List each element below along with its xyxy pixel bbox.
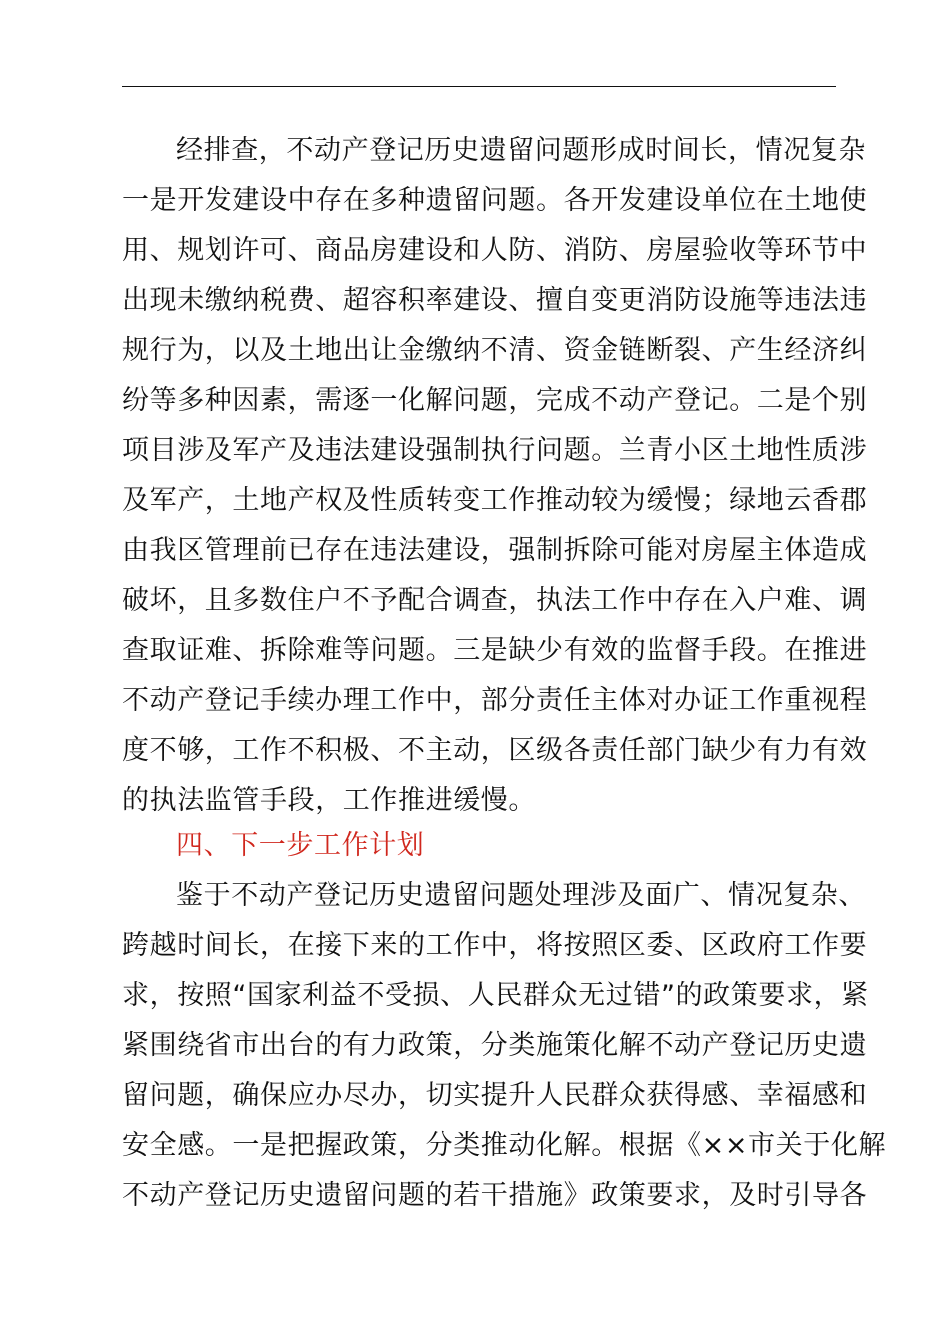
paragraph-1-line: 经排查，不动产登记历史遗留问题形成时间长，情况复杂 xyxy=(176,135,866,166)
paragraph-1-line: 项目涉及军产及违法建设强制执行问题。兰青小区土地性质涉 xyxy=(122,435,868,466)
paragraph-2-line: 不动产登记历史遗留问题的若干措施》政策要求，及时引导各 xyxy=(122,1180,868,1211)
paragraph-2-line: 紧围绕省市出台的有力政策，分类施策化解不动产登记历史遗 xyxy=(122,1030,868,1061)
paragraph-1-line: 度不够，工作不积极、不主动，区级各责任部门缺少有力有效 xyxy=(122,735,868,766)
paragraph-2-line: 跨越时间长，在接下来的工作中，将按照区委、区政府工作要 xyxy=(122,930,868,961)
paragraph-2-line: 留问题，确保应办尽办，切实提升人民群众获得感、幸福感和 xyxy=(122,1080,868,1111)
paragraph-2-line: 鉴于不动产登记历史遗留问题处理涉及面广、情况复杂、 xyxy=(176,880,866,911)
paragraph-1-line: 不动产登记手续办理工作中，部分责任主体对办证工作重视程 xyxy=(122,685,868,716)
section-heading: 四、下一步工作计划 xyxy=(176,830,425,861)
header-rule xyxy=(122,86,836,87)
paragraph-1-line: 用、规划许可、商品房建设和人防、消防、房屋验收等环节中 xyxy=(122,235,868,266)
paragraph-1-line: 出现未缴纳税费、超容积率建设、擅自变更消防设施等违法违 xyxy=(122,285,868,316)
paragraph-2-line: 求，按照“国家利益不受损、人民群众无过错”的政策要求，紧 xyxy=(122,980,869,1011)
paragraph-1-line: 一是开发建设中存在多种遗留问题。各开发建设单位在土地使 xyxy=(122,185,868,216)
paragraph-1-line: 规行为，以及土地出让金缴纳不清、资金链断裂、产生经济纠 xyxy=(122,335,868,366)
paragraph-1-line: 查取证难、拆除难等问题。三是缺少有效的监督手段。在推进 xyxy=(122,635,868,666)
paragraph-1-line: 由我区管理前已存在违法建设，强制拆除可能对房屋主体造成 xyxy=(122,535,868,566)
paragraph-1-line: 的执法监管手段，工作推进缓慢。 xyxy=(122,785,536,816)
paragraph-2-line: 安全感。一是把握政策，分类推动化解。根据《××市关于化解 xyxy=(122,1130,887,1161)
paragraph-1-line: 及军产，土地产权及性质转变工作推动较为缓慢；绿地云香郡 xyxy=(122,485,868,516)
paragraph-1-line: 纷等多种因素，需逐一化解问题，完成不动产登记。二是个别 xyxy=(122,385,868,416)
paragraph-1-line: 破坏，且多数住户不予配合调查，执法工作中存在入户难、调 xyxy=(122,585,868,616)
